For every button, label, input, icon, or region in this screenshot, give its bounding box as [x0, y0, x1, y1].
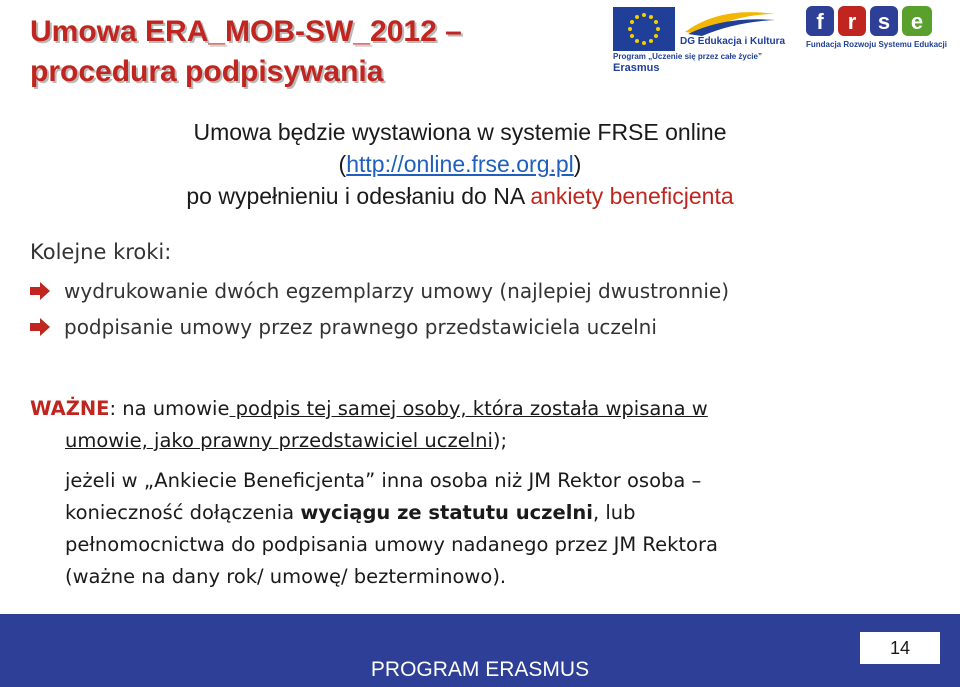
steps-label: Kolejne kroki: — [30, 240, 172, 264]
frse-subtitle: Fundacja Rozwoju Systemu Edukacji — [806, 40, 947, 49]
erasmus-label: Erasmus — [613, 62, 660, 74]
footer-program-name: PROGRAM ERASMUS — [370, 658, 590, 681]
footer-band — [0, 614, 960, 654]
dg-swoosh-logo — [680, 6, 780, 56]
red-arrow-icon — [30, 318, 50, 336]
step-item-1: wydrukowanie dwóch egzemplarzy umowy (najlepiej dwustronnie) — [30, 279, 729, 303]
eu-flag-logo — [613, 7, 675, 51]
svg-text:r: r — [847, 9, 857, 34]
step-item-2: podpisanie umowy przez prawnego przedstawiciela uczelni — [30, 315, 657, 339]
important-label: WAŻNE — [30, 397, 110, 420]
beneficiary-survey-highlight: ankiety beneficjenta — [530, 183, 734, 209]
intro-block — [100, 116, 820, 212]
dg-label: DG Edukacja i Kultura — [680, 36, 786, 47]
intro-line-3: po wypełnieniu i odesłaniu do NA ankiety beneficjenta — [186, 183, 734, 209]
important-paragraph-1: WAŻNE: na umowie podpis tej samej osoby, która została wpisana w umowie, jako prawny przedstawiciel uczelni); — [30, 397, 708, 452]
title-line-2: procedura podpisywania — [30, 55, 384, 88]
title-line-1: Umowa ERA_MOB-SW_2012 – — [30, 15, 462, 48]
program-label: Program „Uczenie się przez całe życie” — [613, 52, 762, 61]
online-frse-link[interactable]: http://online.frse.org.pl — [346, 151, 574, 177]
important-note — [30, 393, 910, 593]
page-number: 14 — [860, 632, 940, 664]
svg-text:s: s — [877, 9, 891, 34]
intro-line-1: Umowa będzie wystawiona w systemie FRSE online — [193, 119, 727, 145]
slide-title — [30, 12, 590, 92]
intro-line-2: (http://online.frse.org.pl) — [338, 151, 582, 177]
svg-text:f: f — [816, 9, 824, 34]
frse-logo — [806, 4, 934, 38]
svg-text:e: e — [910, 9, 924, 34]
important-paragraph-2: jeżeli w „Ankiecie Beneficjenta” inna osoba niż JM Rektor osoba – konieczność dołączenia wyciągu ze statutu uczelni, lub pełnomocnictwa do podpisania umowy nadanego przez JM Rektora (ważne na dany rok/ umowę/ bezterminowo). — [65, 469, 718, 588]
red-arrow-icon — [30, 282, 50, 300]
